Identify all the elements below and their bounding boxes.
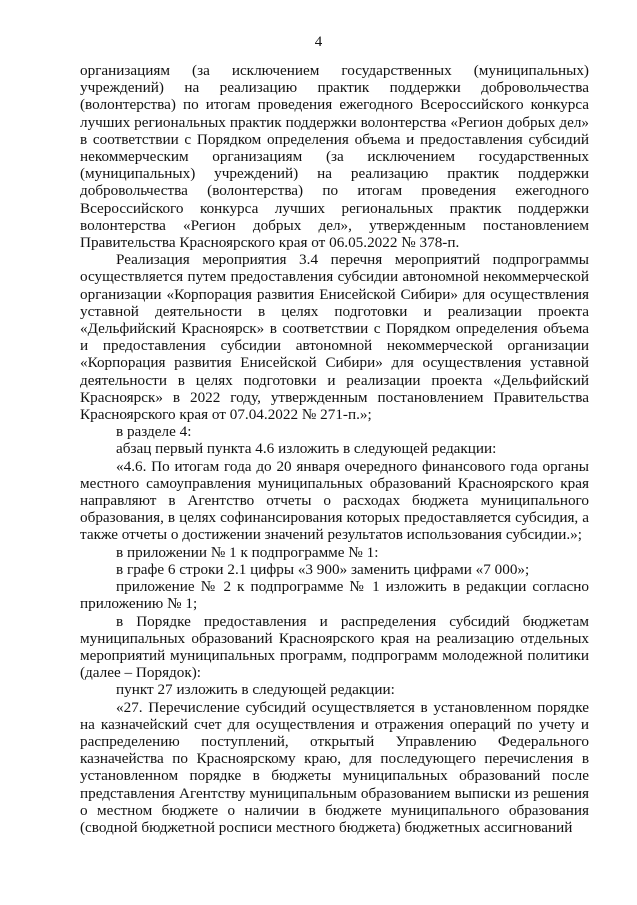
paragraph-point-4-6-intro: абзац первый пункта 4.6 изложить в следующей редакции:	[116, 440, 497, 458]
paragraph-measure-3-4: Реализация мероприятия 3.4 перечня мероприятий подпрограммы осуществляется путем предоставления субсидии автономной некоммерческой организации «Корпорация развития Енисейской Сибири» для осуществления уставной деятельности в целях подготовки и реализации проекта «Дельфийский Красноярск» в соответствии с Порядком определения объема и предоставления субсидии автономной некоммерческой организации «Корпорация развития Енисейской Сибири» для осуществления уставной деятельности в целях подготовки и реализации проекта «Дельфийский Красноярск» в 2022 году, утвержденным постановлением Правительства Красноярского края от 07.04.2022 № 271-п.»;	[80, 251, 589, 424]
paragraph-point-27: «27. Перечисление субсидий осуществляется в установленном порядке на казначейский счет для осуществления и отражения операций по учету и распределению поступлений, открытый Управлению Федерального казначейства по Красноярскому краю, для последующего перечисления в установленном порядке в бюджеты муниципальных образований после представления Агентству муниципальным образованием выписки из решения о местном бюджете о наличии в бюджете муниципального образования (сводной бюджетной росписи местного бюджета) бюджетных ассигнований	[80, 698, 589, 836]
paragraph-procedure: в Порядке предоставления и распределения субсидий бюджетам муниципальных образований Красноярского края на реализацию отдельных мероприятий муниципальных программ, подпрограмм молодежной политики (далее – Порядок):	[80, 612, 589, 682]
paragraph-column-6: в графе 6 строки 2.1 цифры «3 900» заменить цифрами «7 000»;	[116, 560, 530, 578]
paragraph-point-4-6: «4.6. По итогам года до 20 января очередного финансового года органы местного самоуправления муниципальных образований Красноярского края направляют в Агентство отчеты о расходах бюджета муниципального образования, в целях софинансирования которых предоставляется субсидия, а также отчеты о достижении значений результатов использования субсидии.»;	[80, 457, 589, 544]
paragraph-point-27-intro: пункт 27 изложить в следующей редакции:	[116, 681, 395, 699]
paragraph-section-4: в разделе 4:	[116, 423, 192, 441]
paragraph-continuation: организациям (за исключением государственных (муниципальных) учреждений) на реализацию практик поддержки добровольчества (волонтерства) по итогам проведения ежегодного Всероссийского конкурса лучших региональных практик поддержки волонтерства «Регион добрых дел» в соответствии с Порядком определения объема и предоставления субсидий некоммерческим организациям (за исключением государственных (муниципальных) учреждений) на реализацию практик поддержки добровольчества (волонтерства) по итогам проведения ежегодного Всероссийского конкурса лучших региональных практик поддержки волонтерства «Регион добрых дел», утвержденным постановлением Правительства Красноярского края от 06.05.2022 № 378-п.	[80, 62, 589, 252]
page-number: 4	[314, 34, 323, 50]
document-body	[80, 62, 589, 836]
paragraph-appendix-2: приложение № 2 к подпрограмме № 1 изложить в редакции согласно приложению № 1;	[80, 578, 589, 613]
paragraph-appendix-1: в приложении № 1 к подпрограмме № 1:	[116, 543, 379, 561]
